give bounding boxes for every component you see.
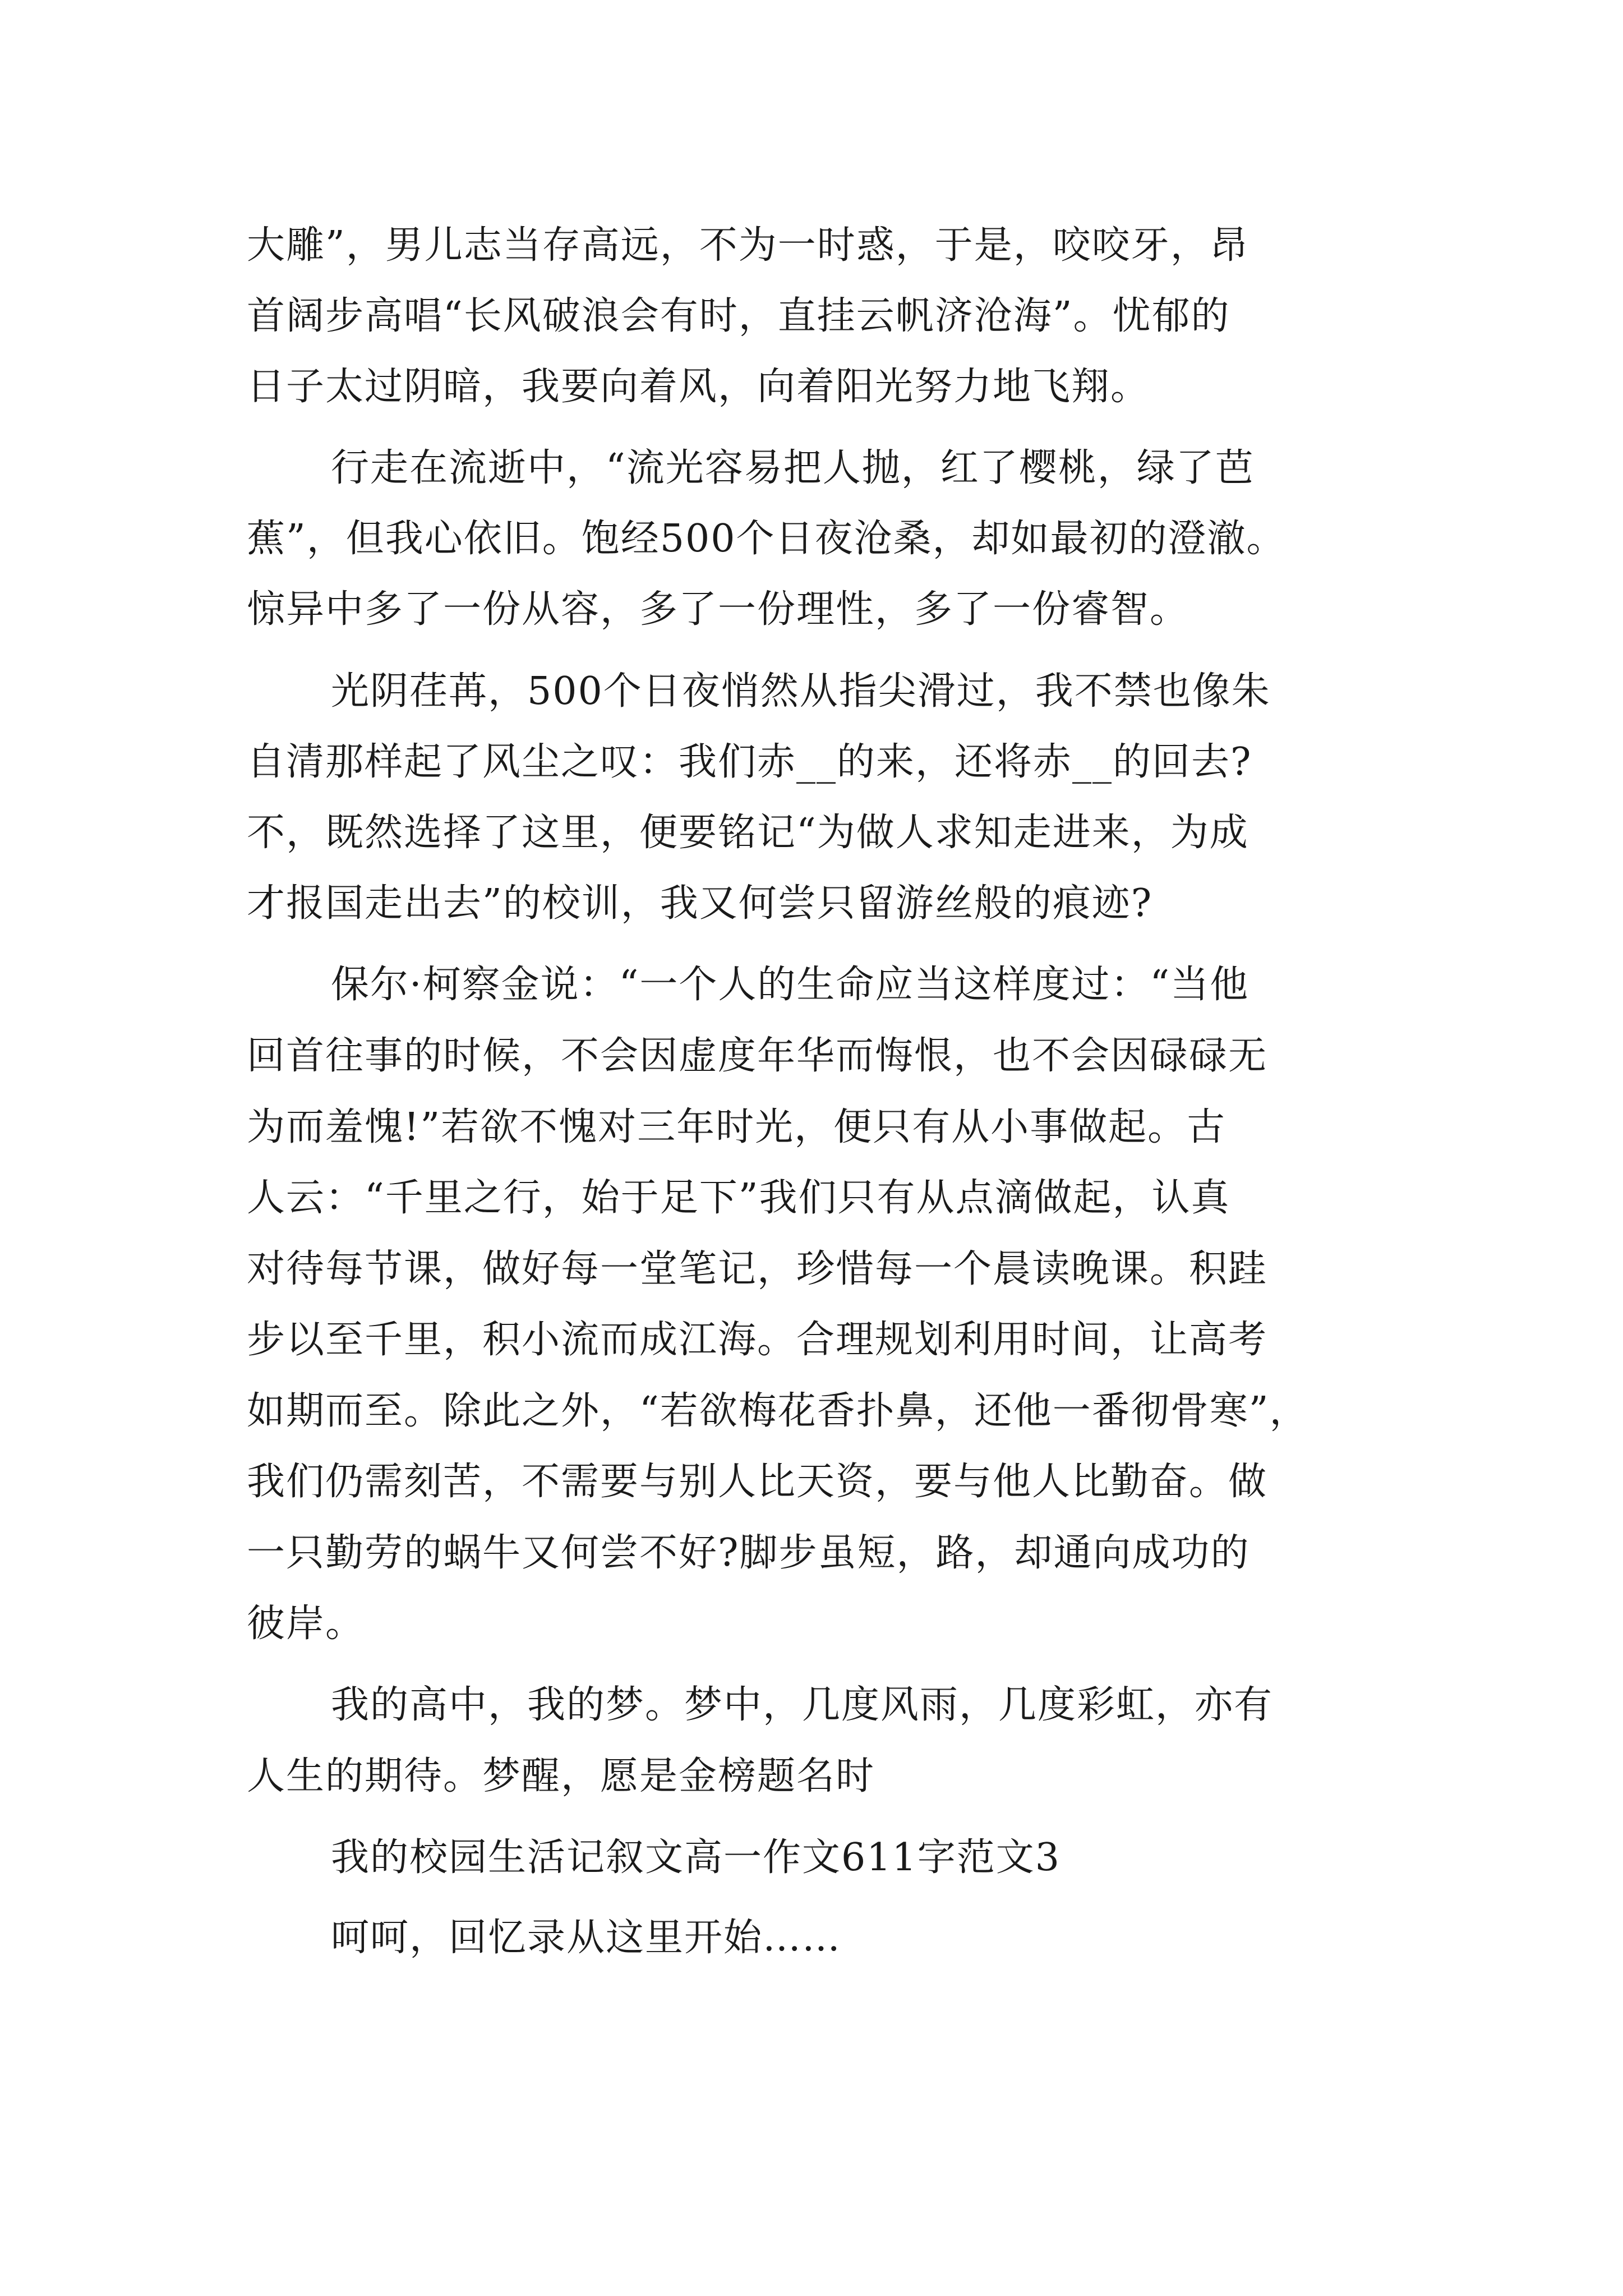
text-line: 人生的期待。梦醒，愿是金榜题名时 (247, 1754, 875, 1798)
text-line: 行走在流逝中，“流光容易把人抛，红了樱桃，绿了芭 (331, 446, 1255, 490)
section-heading: 我的校园生活记叙文高一作文611字范文3 (331, 1835, 1061, 1880)
text-line: 才报国走出去”的校训，我又何尝只留游丝般的痕迹? (247, 881, 1153, 926)
text-line: 大雕”，男儿志当存高远，不为一时惑，于是，咬咬牙，昂 (247, 223, 1249, 268)
text-line: 人云：“千里之行，始于足下”我们只有从点滴做起，认真 (247, 1176, 1230, 1220)
text-line: 日子太过阴暗，我要向着风，向着阳光努力地飞翔。 (247, 365, 1150, 409)
text-line: 光阴荏苒，500个日夜悄然从指尖滑过，我不禁也像朱 (331, 669, 1271, 714)
text-line: 为而羞愧!”若欲不愧对三年时光，便只有从小事做起。古 (247, 1105, 1227, 1149)
text-line: 如期而至。除此之外，“若欲梅花香扑鼻，还他一番彻骨寒”， (247, 1389, 1309, 1433)
text-line: 自清那样起了风尘之叹：我们赤__的来，还将赤__的回去? (247, 740, 1252, 784)
text-line: 惊异中多了一份从容，多了一份理性，多了一份睿智。 (247, 587, 1189, 632)
text-line: 回首往事的时候，不会因虚度年华而悔恨，也不会因碌碌无 (247, 1034, 1268, 1078)
text-line: 蕉”，但我心依旧。饱经500个日夜沧桑，却如最初的澄澈。 (247, 517, 1286, 561)
text-line: 首阔步高唱“长风破浪会有时，直挂云帆济沧海”。忧郁的 (247, 294, 1230, 338)
text-line: 呵呵，回忆录从这里开始…… (331, 1916, 842, 1960)
text-line: 步以至千里，积小流而成江海。合理规划利用时间，让高考 (247, 1318, 1268, 1362)
text-line: 我的高中，我的梦。梦中，几度风雨，几度彩虹，亦有 (331, 1683, 1274, 1727)
text-line: 对待每节课，做好每一堂笔记，珍惜每一个晨读晚课。积跬 (247, 1247, 1268, 1291)
text-line: 一只勤劳的蜗牛又何尝不好?脚步虽短，路，却通向成功的 (247, 1531, 1250, 1575)
text-line: 不，既然选择了这里，便要铭记“为做人求知走进来，为成 (247, 811, 1249, 855)
text-line: 彼岸。 (247, 1602, 365, 1646)
text-line: 保尔·柯察金说：“一个人的生命应当这样度过：“当他 (331, 963, 1249, 1007)
text-line: 我们仍需刻苦，不需要与别人比天资，要与他人比勤奋。做 (247, 1460, 1268, 1504)
